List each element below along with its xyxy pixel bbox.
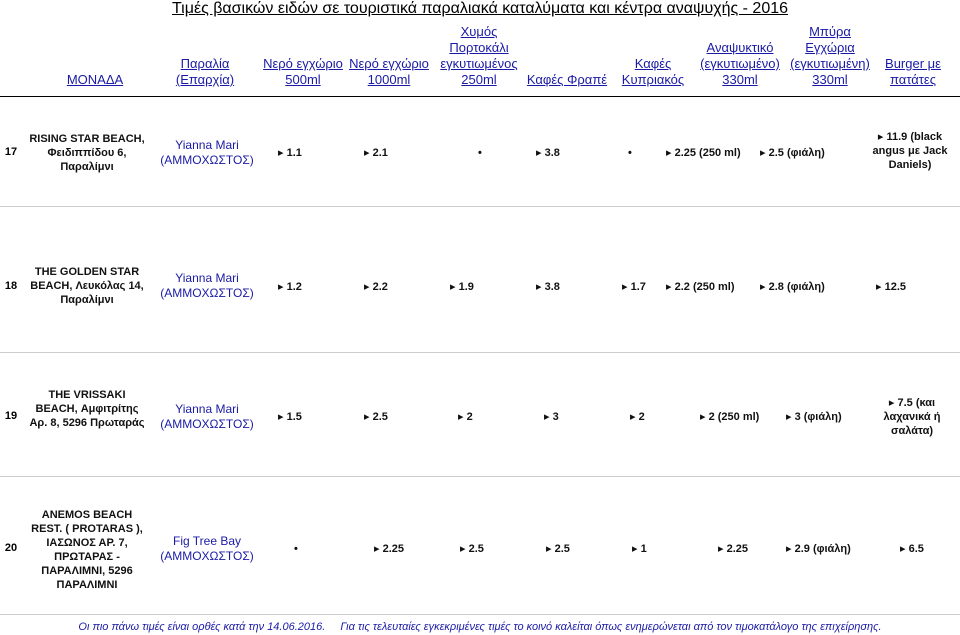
cell-beer: ▸ 2.9 (φιάλη)	[786, 543, 851, 555]
cell-burger: ▸ 7.5 (και λαχανικά ή σαλάτα)	[883, 397, 941, 437]
cell-juice: ▸ 2.5	[460, 543, 484, 555]
header-unit: ΜΟΝΑΔΑ	[66, 72, 124, 87]
cell-water-500: •	[294, 543, 298, 555]
table-bottom-rule	[0, 614, 960, 615]
cell-beer: ▸ 2.5 (φιάλη)	[760, 147, 825, 159]
cell-soft-drink: ▸ 2 (250 ml)	[700, 411, 760, 423]
beach-name: Yianna Mari (ΑΜΜΟΧΩΣΤΟΣ)	[160, 271, 254, 300]
cell-burger: ▸ 12.5	[876, 281, 907, 293]
cell-water-500: ▸ 1.5	[278, 411, 302, 423]
header-soft-drink: Αναψυκτικό (εγκυτιωμένο) 330ml	[700, 40, 780, 87]
cell-soft-drink: ▸ 2.2 (250 ml)	[666, 281, 735, 293]
unit-name: THE VRISSAKI BEACH, Αμφιτρίτης Αρ. 8, 5296 Πρωταράς	[29, 389, 145, 429]
cell-water-1000: ▸ 2.5	[364, 411, 388, 423]
page-title: Τιμές βασικών ειδών σε τουριστικά παραλιακά καταλύματα και κέντρα αναψυχής - 2016	[171, 0, 789, 17]
cell-cypriot-coffee: •	[628, 147, 632, 159]
cell-frappe: ▸ 3.8	[536, 147, 560, 159]
cell-soft-drink: ▸ 2.25 (250 ml)	[666, 147, 741, 159]
cell-frappe: ▸ 3	[544, 411, 559, 423]
cell-water-1000: ▸ 2.1	[364, 147, 388, 159]
cell-cypriot-coffee: ▸ 1.7	[622, 281, 646, 293]
row-number: 17	[4, 146, 18, 158]
unit-name: ANEMOS BEACH REST. ( PROTARAS ), ΙΑΣΩΝΟΣ ΑΡ. 7, ΠΡΩΤΑΡΑΣ - ΠΑΡΑΛΙΜΝΙ, 5296 ΠΑΡΑΛΙΜΝΙ	[31, 509, 143, 591]
cell-cypriot-coffee: ▸ 2	[630, 411, 645, 423]
row-divider-18	[0, 352, 960, 353]
header-beach: Παραλία (Επαρχία)	[175, 56, 235, 87]
footer-note-disclaimer: Για τις τελευταίες εγκεκριμένες τιμές το κοινό καλείται όπως ενημερώνεται από τον τιμοκατάλογο της επιχείρησης.	[340, 621, 882, 633]
cell-beer: ▸ 2.8 (φιάλη)	[760, 281, 825, 293]
row-number: 19	[4, 410, 18, 422]
header-cypriot-coffee: Καφές Κυπριακός	[621, 56, 685, 87]
header-frappe: Καφές Φραπέ	[526, 72, 608, 87]
header-burger: Burger με πατάτες	[885, 56, 941, 87]
header-juice: Χυμός Πορτοκάλι εγκυτιωμένος 250ml	[440, 24, 518, 87]
beach-name: Fig Tree Bay (ΑΜΜΟΧΩΣΤΟΣ)	[160, 534, 254, 563]
cell-burger: ▸ 11.9 (black angus με Jack Daniels)	[872, 131, 948, 171]
cell-frappe: ▸ 2.5	[546, 543, 570, 555]
cell-juice: ▸ 1.9	[450, 281, 474, 293]
row-divider-19	[0, 476, 960, 477]
cell-water-500: ▸ 1.2	[278, 281, 302, 293]
row-divider-17	[0, 206, 960, 207]
cell-juice: ▸ 2	[458, 411, 473, 423]
unit-name: RISING STAR BEACH, Φειδιππίδου 6, Παραλίμνι	[29, 133, 145, 173]
beach-name: Yianna Mari (ΑΜΜΟΧΩΣΤΟΣ)	[160, 402, 254, 431]
header-water-1000: Νερό εγχώριο 1000ml	[349, 56, 429, 87]
beach-name: Yianna Mari (ΑΜΜΟΧΩΣΤΟΣ)	[160, 138, 254, 167]
row-number: 18	[4, 280, 18, 292]
cell-cypriot-coffee: ▸ 1	[632, 543, 647, 555]
row-number: 20	[4, 542, 18, 554]
footer-note	[0, 620, 960, 634]
header-beer: Μπύρα Εγχώρια (εγκυτιωμένη) 330ml	[790, 24, 870, 87]
cell-beer: ▸ 3 (φιάλη)	[786, 411, 842, 423]
header-divider	[0, 96, 960, 97]
cell-frappe: ▸ 3.8	[536, 281, 560, 293]
footer-note-date: Οι πιο πάνω τιμές είναι ορθές κατά την 14.06.2016.	[78, 621, 326, 633]
cell-juice: •	[478, 147, 482, 159]
header-water-500: Νερό εγχώριο 500ml	[263, 56, 343, 87]
cell-water-1000: ▸ 2.25	[374, 543, 405, 555]
cell-burger: ▸ 6.5	[900, 543, 924, 555]
cell-water-1000: ▸ 2.2	[364, 281, 388, 293]
cell-water-500: ▸ 1.1	[278, 147, 302, 159]
cell-soft-drink: ▸ 2.25	[718, 543, 749, 555]
unit-name: THE GOLDEN STAR BEACH, Λευκόλας 14, Παραλίμνι	[30, 266, 144, 306]
